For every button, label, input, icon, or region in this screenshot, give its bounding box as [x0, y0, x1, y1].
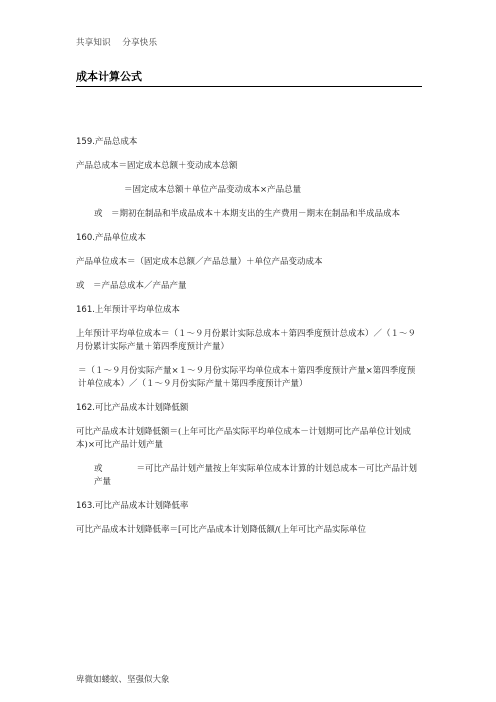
formula-line: 可比产品成本计划降低率＝[可比产品成本计划降低额/(上年可比产品实际单位: [76, 525, 366, 535]
section-heading-159: 159.产品总成本: [76, 137, 138, 147]
formula-line: 或 ＝期初在制品和半成品成本＋本期支出的生产费用－期末在制品和半成品成本: [94, 209, 401, 219]
formula-line: ＝固定成本总额＋单位产品变动成本×产品总量: [124, 185, 302, 195]
section-heading-160: 160.产品单位成本: [76, 233, 146, 243]
formula-line: 或 ＝可比产品计划产量按上年实际单位成本计算的计划总成本－可比产品计划产量: [94, 464, 418, 487]
document-body: [76, 136, 422, 548]
page-header: 共享知识 分享快乐: [76, 38, 158, 48]
document-title: 成本计算公式: [76, 70, 142, 83]
page-footer: 卑微如蝼蚁、坚强似大象: [76, 675, 170, 685]
title-divider: [76, 86, 422, 87]
section-heading-161: 161.上年预计平均单位成本: [76, 305, 180, 315]
formula-line: ＝（１～９月份实际产量×１～９月份实际平均单位成本＋第四季度预计产量×第四季度预计单位成本）／（１～９月份实际产量＋第四季度预计产量）: [78, 366, 416, 389]
formula-line: 上年预计平均单位成本＝（１～９月份累计实际总成本＋第四季度预计总成本）／（１～９月份累计实际产量＋第四季度预计产量）: [76, 329, 417, 352]
section-heading-162: 162.可比产品成本计划降低额: [76, 403, 189, 413]
section-heading-163: 163.可比产品成本计划降低率: [76, 501, 189, 511]
formula-line: 产品单位成本＝（固定成本总额／产品总量）＋单位产品变动成本: [76, 257, 323, 267]
formula-line: 产品总成本＝固定成本总额＋变动成本总额: [76, 161, 238, 171]
formula-line: 或 ＝产品总成本／产品产量: [76, 281, 187, 291]
formula-line: 可比产品成本计划降低额＝(上年可比产品实际平均单位成本－计划期可比产品单位计划成本)×可比产品计划产量: [76, 427, 411, 450]
